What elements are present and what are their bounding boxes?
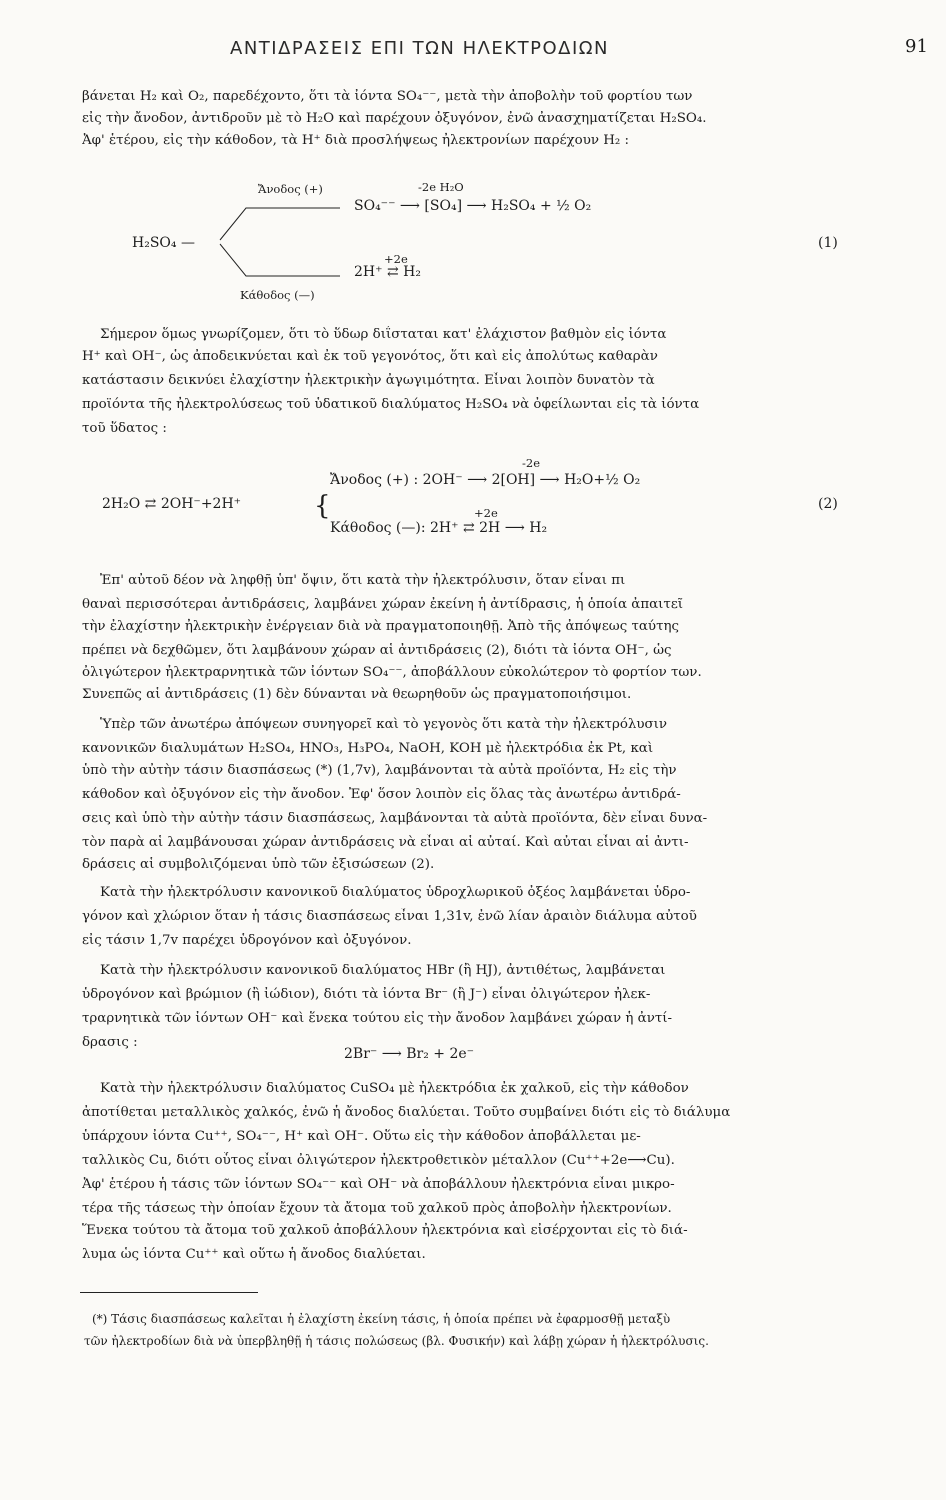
text-line: H⁺ καὶ OH⁻, ὡς ἀποδεικνύεται καὶ ἐκ τοῦ γεγονότος, ὅτι καὶ εἰς ἀπολύτως καθαρὰν	[82, 349, 658, 364]
equation-number: (2)	[818, 496, 838, 512]
text-line: προϊόντα τῆς ἠλεκτρολύσεως τοῦ ὑδατικοῦ διαλύματος H₂SO₄ νὰ ὀφείλωνται εἰς τὰ ἰόντα	[82, 397, 700, 412]
cathode-over-label: +2e	[384, 252, 408, 266]
page-header: ΑΝΤΙΔΡΑΣΕΙΣ ΕΠΙ ΤΩΝ ΗΛΕΚΤΡΟΔΙΩΝ	[230, 38, 609, 59]
text-line: Ἐπ' αὐτοῦ δέον νὰ ληφθῇ ὑπ' ὄψιν, ὅτι κατὰ τὴν ἠλεκτρόλυσιν, ὅταν εἶναι πι	[100, 573, 626, 588]
page-number: 91	[905, 36, 928, 57]
text-line: εἰς τάσιν 1,7v παρέχει ὑδρογόνον καὶ ὀξυγόνον.	[82, 933, 412, 948]
text-line: κατάστασιν δεικνύει ἐλαχίστην ἠλεκτρικὴν ἀγωγιμότητα. Εἶναι λοιπὸν δυνατὸν τὰ	[82, 373, 655, 388]
cathode-label: Κάθοδος (—)	[240, 288, 315, 302]
text-line: ὑπάρχουν ἰόντα Cu⁺⁺, SO₄⁻⁻, H⁺ καὶ OH⁻. Οὕτω εἰς τὴν κάθοδον ἀποβάλλεται με-	[82, 1129, 641, 1144]
text-line: Κατὰ τὴν ἠλεκτρόλυσιν κανονικοῦ διαλύματος HBr (ἢ HJ), ἀντιθέτως, λαμβάνεται	[100, 963, 666, 978]
text-line: τέρα τῆς τάσεως τὴν ὁποίαν ἔχουν τὰ ἄτομα τοῦ χαλκοῦ πρὸς ἀποβολὴν ἠλεκτρονίων.	[82, 1201, 672, 1216]
text-line: εἰς τὴν ἄνοδον, ἀντιδροῦν μὲ τὸ H₂O καὶ παρέχουν ὀξυγόνον, ἐνῶ ἀνασχηματίζεται H₂SO₄.	[82, 111, 707, 126]
text-line: δρασις :	[82, 1035, 138, 1050]
text-line: θαναὶ περισσότεραι ἀντιδράσεις, λαμβάνει χώραν ἐκείνη ἡ ἀντίδρασις, ἡ ὁποία ἀπαιτεῖ	[82, 597, 684, 612]
text-line: Συνεπῶς αἱ ἀντιδράσεις (1) δὲν δύνανται νὰ θεωρηθοῦν ὡς πραγματοποιήσιμοι.	[82, 687, 632, 702]
text-line: τὸν παρὰ αἱ λαμβάνουσαι χώραν ἀντιδράσεις νὰ εἶναι αἱ αὐταί. Καὶ αὐται εἶναι αἱ ἀντι-	[82, 835, 689, 850]
anode-over-label: -2e	[522, 456, 541, 470]
text-line: Κατὰ τὴν ἠλεκτρόλυσιν διαλύματος CuSO₄ μὲ ἠλεκτρόδια ἐκ χαλκοῦ, εἰς τὴν κάθοδον	[100, 1081, 689, 1096]
text-line: τοῦ ὕδατος :	[82, 421, 167, 436]
footnote-line: τῶν ἠλεκτροδίων διὰ νὰ ὑπερβληθῇ ἡ τάσις πολώσεως (βλ. Φυσικήν) καὶ λάβῃ χώραν ἡ ἠλεκτρόλυσις.	[84, 1334, 709, 1348]
footnote-divider	[80, 1292, 258, 1293]
text-line: λυμα ὡς ἰόντα Cu⁺⁺ καὶ οὕτω ἡ ἄνοδος διαλύεται.	[82, 1247, 426, 1262]
text-line: κανονικῶν διαλυμάτων H₂SO₄, HNO₃, H₃PO₄, NaOH, KOH μὲ ἠλεκτρόδια ἐκ Pt, καὶ	[82, 741, 654, 756]
text-line: ταλλικὸς Cu, διότι οὗτος εἶναι ὀλιγώτερον ἠλεκτροθετικὸν μέταλλον (Cu⁺⁺+2e⟶Cu).	[82, 1153, 675, 1168]
reactant: H₂SO₄ —	[132, 235, 195, 251]
text-line: τὴν ἐλαχίστην ἠλεκτρικὴν ἐνέργειαν διὰ νὰ πραγματοποιηθῇ. Ἀπὸ τῆς ἀπόψεως ταύτης	[82, 619, 680, 634]
text-line: πρέπει νὰ δεχθῶμεν, ὅτι λαμβάνουν χώραν αἱ ἀντιδράσεις (2), διότι τὰ ἰόντα OH⁻, ὡς	[82, 643, 672, 658]
text-line: σεις καὶ ὑπὸ τὴν αὐτὴν τάσιν διασπάσεως, λαμβάνονται τὰ αὐτὰ προϊόντα, δὲν εἶναι δυνα-	[82, 811, 708, 826]
text-line: Κατὰ τὴν ἠλεκτρόλυσιν κανονικοῦ διαλύματος ὑδροχλωρικοῦ ὀξέος λαμβάνεται ὑδρο-	[100, 885, 691, 900]
anode-over-label: -2e H₂O	[418, 180, 464, 194]
text-line: δράσεις αἱ συμβολιζόμεναι ὑπὸ τῶν ἐξισώσεων (2).	[82, 857, 435, 872]
brace: {	[314, 491, 331, 521]
footnote-line: (*) Τάσις διασπάσεως καλεῖται ἡ ἐλαχίστη ἐκείνη τάσις, ἡ ὁποία πρέπει νὰ ἐφαρμοσθῇ μεταξὺ	[92, 1312, 671, 1326]
anode-reaction: SO₄⁻⁻ ⟶ [SO₄] ⟶ H₂SO₄ + ½ O₂	[354, 198, 592, 214]
cathode-reaction: Κάθοδος (—): 2H⁺ ⇄ 2H ⟶ H₂	[330, 520, 548, 536]
text-line: ὀλιγώτερον ἠλεκτραρνητικὰ τῶν ἰόντων SO₄⁻⁻, ἀποβάλλουν εὐκολώτερον τὸ φορτίον των.	[82, 665, 702, 680]
bromide-oxidation: 2Br⁻ ⟶ Br₂ + 2e⁻	[344, 1046, 475, 1062]
text-line: ὑδρογόνον καὶ βρώμιον (ἢ ἰώδιον), διότι τὰ ἰόντα Br⁻ (ἢ J⁻) εἶναι ὀλιγώτερον ἠλεκ-	[82, 987, 651, 1002]
text-line: Ὑπὲρ τῶν ἀνωτέρω ἀπόψεων συνηγορεῖ καὶ τὸ γεγονὸς ὅτι κατὰ τὴν ἠλεκτρόλυσιν	[100, 717, 668, 732]
text-line: Ἀφ' ἑτέρου ἡ τάσις τῶν ἰόντων SO₄⁻⁻ καὶ OH⁻ νὰ ἀποβάλλουν ἠλεκτρόνια εἶναι μικρο-	[82, 1177, 675, 1192]
text-line: Σήμερον ὅμως γνωρίζομεν, ὅτι τὸ ὕδωρ διΐσταται κατ' ἐλάχιστον βαθμὸν εἰς ἰόντα	[100, 327, 667, 342]
text-line: βάνεται H₂ καὶ O₂, παρεδέχοντο, ὅτι τὰ ἰόντα SO₄⁻⁻, μετὰ τὴν ἀποβολὴν τοῦ φορτίου των	[82, 89, 693, 104]
cathode-over-label: +2e	[474, 506, 498, 520]
water-equilibrium: 2H₂O ⇄ 2OH⁻+2H⁺	[102, 496, 242, 512]
text-line: γόνον καὶ χλώριον ὅταν ἡ τάσις διασπάσεως εἶναι 1,31v, ἐνῶ λίαν ἀραιὸν διάλυμα αὐτοῦ	[82, 909, 697, 924]
text-line: ἀποτίθεται μεταλλικὸς χαλκός, ἐνῶ ἡ ἄνοδος διαλύεται. Τοῦτο συμβαίνει διότι εἰς τὸ διάλυμα	[82, 1105, 731, 1120]
anode-reaction: Ἄνοδος (+) : 2OH⁻ ⟶ 2[OH] ⟶ H₂O+½ O₂	[330, 472, 641, 488]
text-line: τραρνητικὰ τῶν ἰόντων OH⁻ καὶ ἕνεκα τούτου εἰς τὴν ἄνοδον λαμβάνει χώραν ἡ ἀντί-	[82, 1011, 673, 1026]
text-line: κάθοδον καὶ ὀξυγόνον εἰς τὴν ἄνοδον. Ἐφ' ὅσον λοιπὸν εἰς ὅλας τὰς ἀνωτέρω ἀντιδρά-	[82, 787, 681, 802]
cathode-reaction: 2H⁺ ⇄ H₂	[354, 264, 421, 280]
equation-number: (1)	[818, 235, 838, 251]
text-line: Ἀφ' ἑτέρου, εἰς τὴν κάθοδον, τὰ H⁺ διὰ προσλήψεως ἠλεκτρονίων παρέχουν H₂ :	[82, 133, 630, 148]
anode-label: Ἄνοδος (+)	[258, 182, 323, 196]
text-line: ὑπὸ τὴν αὐτὴν τάσιν διασπάσεως (*) (1,7v), λαμβάνονται τὰ αὐτὰ προϊόντα, H₂ εἰς τὴν	[82, 763, 677, 778]
text-line: Ἕνεκα τούτου τὰ ἄτομα τοῦ χαλκοῦ ἀποβάλλουν ἠλεκτρόνια καὶ εἰσέρχονται εἰς τὸ διά-	[82, 1223, 688, 1238]
